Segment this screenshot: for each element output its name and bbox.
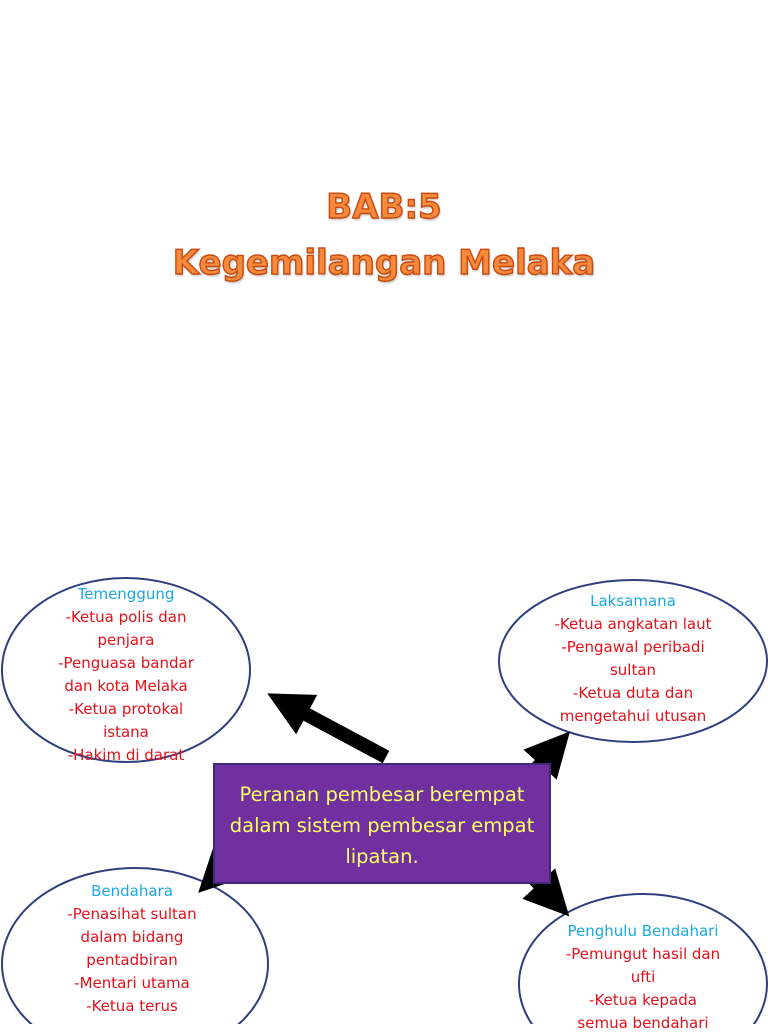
bendahara-heading: Bendahara <box>91 882 173 900</box>
title-topic: Kegemilangan Melaka <box>172 243 596 283</box>
title-chapter: BAB:5 <box>326 187 442 227</box>
penghulu-item: -Pemungut hasil dan <box>565 945 721 963</box>
temenggung-item: -Hakim di darat <box>67 746 185 764</box>
laksamana-item: mengetahui utusan <box>559 707 707 725</box>
temenggung-item: -Ketua protokal <box>68 700 184 718</box>
temenggung-item: penjara <box>97 631 155 649</box>
penghulu-item: ufti <box>630 968 656 986</box>
penghulu-item: -Ketua kepada <box>589 991 697 1009</box>
laksamana-item: -Ketua angkatan laut <box>554 615 712 633</box>
center-topic-box <box>213 763 551 884</box>
laksamana-heading: Laksamana <box>590 592 676 610</box>
bendahara-item: dalam bidang <box>80 928 184 946</box>
laksamana-bubble <box>507 590 759 728</box>
penghulu-bubble <box>528 920 758 1035</box>
bendahara-item: -Mentari utama <box>74 974 190 992</box>
penghulu-heading: Penghulu Bendahari <box>567 922 719 940</box>
bendahara-bubble <box>12 880 252 1018</box>
temenggung-item: -Ketua polis dan <box>65 608 187 626</box>
bendahara-item: -Penasihat sultan <box>67 905 197 923</box>
temenggung-item: -Penguasa bandar <box>58 654 194 672</box>
temenggung-item: istana <box>103 723 149 741</box>
temenggung-heading: Temenggung <box>77 585 175 603</box>
bendahara-item: pentadbiran <box>86 951 178 969</box>
arrow-to-temenggung <box>287 704 386 757</box>
temenggung-item: dan kota Melaka <box>64 677 188 695</box>
laksamana-item: -Pengawal peribadi <box>561 638 705 656</box>
laksamana-item: sultan <box>609 661 657 679</box>
bendahara-item: -Ketua terus <box>86 997 178 1015</box>
center-line: dalam sistem pembesar empat <box>229 814 535 837</box>
center-line: Peranan pembesar berempat <box>239 783 525 806</box>
laksamana-item: -Ketua duta dan <box>572 684 694 702</box>
center-line: lipatan. <box>345 845 419 868</box>
penghulu-item: semua bendahari <box>577 1014 709 1032</box>
temenggung-bubble <box>10 583 242 767</box>
